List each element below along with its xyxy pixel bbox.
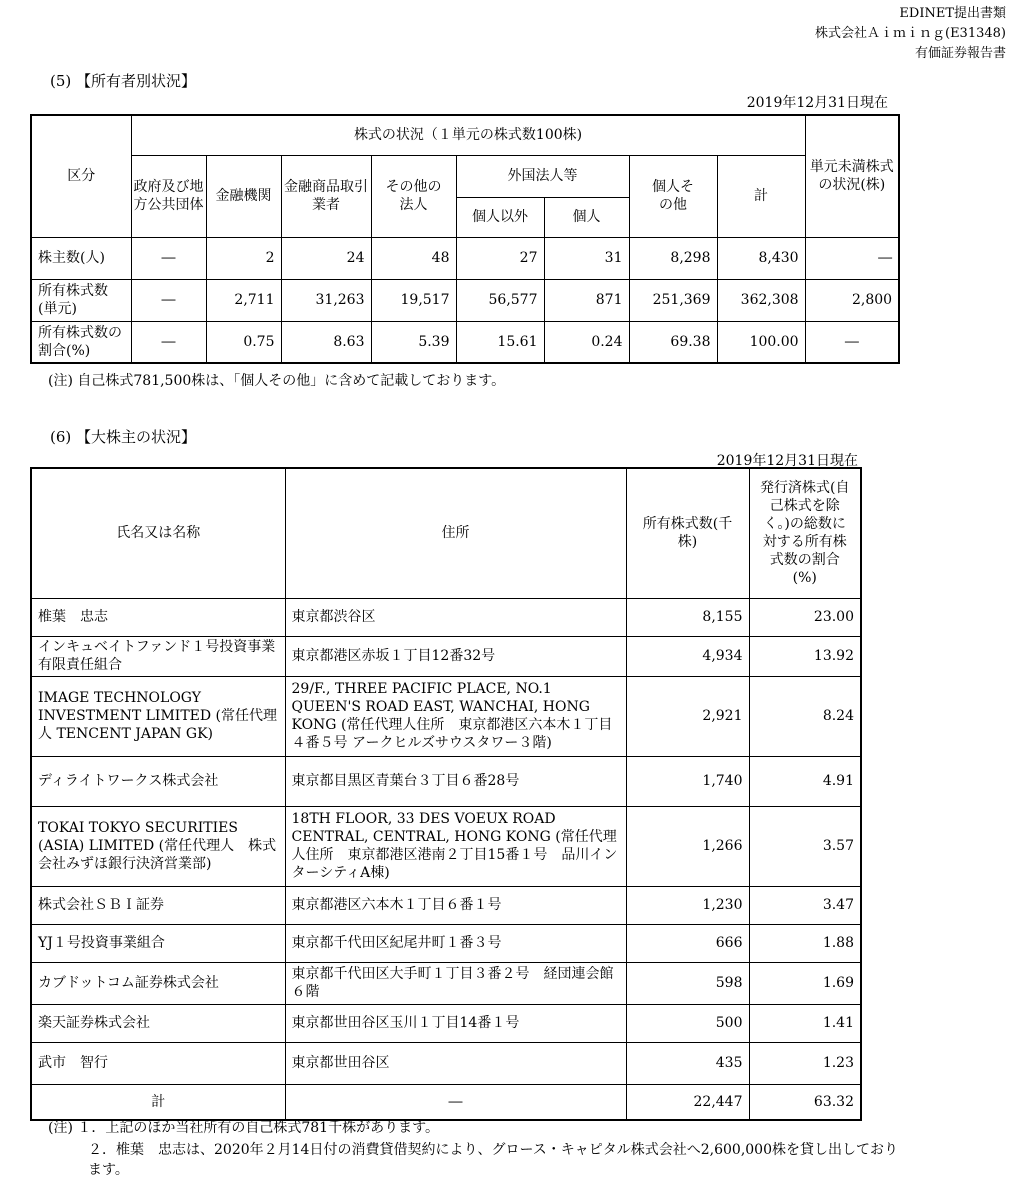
section6-note-2: ２．椎葉 忠志は、2020年２月14日付の消費貸借契約により、グロース・キャピタル株式会社へ2,600,000株を貸し出しております。 (88, 1142, 898, 1178)
shareholder-address: 東京都港区六本木１丁目６番１号 (285, 886, 626, 924)
table-row (31, 1042, 861, 1084)
section6-note-1: (注) １．上記のほか当社所有の自己株式781千株があります。 (48, 1120, 439, 1136)
table-row (31, 676, 861, 756)
owner-status-table (30, 114, 900, 364)
shareholder-name: IMAGE TECHNOLOGY INVESTMENT LIMITED (常任代理人 TENCENT JAPAN GK) (31, 676, 285, 756)
shareholder-address: 東京都千代田区大手町１丁目３番２号 経団連会館６階 (285, 962, 626, 1004)
shareholder-ratio: 1.41 (749, 1004, 861, 1042)
table-row (31, 962, 861, 1004)
table-row (31, 279, 899, 321)
col-kubun: 区分 (31, 115, 131, 237)
table-row (31, 924, 861, 962)
major-shareholders-table (30, 467, 862, 1121)
cell: 100.00 (717, 321, 805, 363)
shareholder-address: 18TH FLOOR, 33 DES VOEUX ROAD CENTRAL, CENTRAL, HONG KONG (常任代理人住所 東京都港区港南２丁目15番１号 品川インターシティA棟) (285, 806, 626, 886)
cell: 27 (456, 237, 544, 279)
cell: 0.24 (544, 321, 629, 363)
col-ratio: 発行済株式(自己株式を除く。)の総数に対する所有株式数の割合(%) (749, 468, 861, 598)
shareholder-ratio: 1.88 (749, 924, 861, 962)
shareholder-shares: 666 (626, 924, 749, 962)
section6-date: 2019年12月31日現在 (716, 453, 858, 469)
total-ratio: 63.32 (749, 1084, 861, 1120)
table-row (31, 1004, 861, 1042)
col-foreign: 外国法人等 (456, 155, 629, 197)
shareholder-shares: 4,934 (626, 636, 749, 676)
shareholder-name: インキュベイトファンド１号投資事業有限責任組合 (31, 636, 285, 676)
shareholder-name: カブドットコム証券株式会社 (31, 962, 285, 1004)
section5-date: 2019年12月31日現在 (746, 95, 888, 111)
total-address: ― (285, 1084, 626, 1120)
cell: 48 (371, 237, 456, 279)
cell: 15.61 (456, 321, 544, 363)
shareholder-ratio: 4.91 (749, 756, 861, 806)
shareholder-ratio: 13.92 (749, 636, 861, 676)
shareholder-name: 武市 智行 (31, 1042, 285, 1084)
cell: 0.75 (206, 321, 281, 363)
shareholder-shares: 435 (626, 1042, 749, 1084)
company-label: 株式会社Ａｉｍｉｎｇ(E31348) (815, 26, 1006, 41)
cell: ― (805, 321, 899, 363)
cell: 871 (544, 279, 629, 321)
cell: 5.39 (371, 321, 456, 363)
table-row (31, 237, 899, 279)
cell: ― (131, 321, 206, 363)
table-row (31, 756, 861, 806)
shareholder-address: 29/F., THREE PACIFIC PLACE, NO.1 QUEEN'S ROAD EAST, WANCHAI, HONG KONG (常任代理人住所 東京都港区六本木１丁目４番５号 アークヒルズサウスタワー３階) (285, 676, 626, 756)
table-row (31, 886, 861, 924)
table-row (31, 321, 899, 363)
cell: 56,577 (456, 279, 544, 321)
cell: 8.63 (281, 321, 371, 363)
shareholder-address: 東京都渋谷区 (285, 598, 626, 636)
cell: 2 (206, 237, 281, 279)
report-label: 有価証券報告書 (914, 46, 1006, 61)
shareholder-ratio: 1.69 (749, 962, 861, 1004)
col-name: 氏名又は名称 (31, 468, 285, 598)
shareholder-address: 東京都世田谷区玉川１丁目14番１号 (285, 1004, 626, 1042)
table-row (31, 806, 861, 886)
row-label: 所有株式数(単元) (31, 279, 131, 321)
col-individual: 個人その他 (629, 155, 717, 237)
cell: 31 (544, 237, 629, 279)
col-foreign-individual: 個人 (544, 197, 629, 237)
section6-title: (6) 【大株主の状況】 (50, 428, 197, 446)
col-address: 住所 (285, 468, 626, 598)
cell: 19,517 (371, 279, 456, 321)
col-financial-institution: 金融機関 (206, 155, 281, 237)
shareholder-shares: 1,266 (626, 806, 749, 886)
cell: 251,369 (629, 279, 717, 321)
shareholder-ratio: 3.47 (749, 886, 861, 924)
shareholder-shares: 2,921 (626, 676, 749, 756)
cell: 8,298 (629, 237, 717, 279)
shareholder-name: 株式会社ＳＢＩ証券 (31, 886, 285, 924)
col-other-corp: その他の法人 (371, 155, 456, 237)
cell: ― (131, 279, 206, 321)
section5-note: (注) 自己株式781,500株は、「個人その他」に含めて記載しております。 (48, 373, 506, 389)
shareholder-address: 東京都世田谷区 (285, 1042, 626, 1084)
shareholder-shares: 1,740 (626, 756, 749, 806)
shareholder-shares: 8,155 (626, 598, 749, 636)
col-odd-lot: 単元未満株式の状況(株) (805, 115, 899, 237)
col-share-status: 株式の状況（１単元の株式数100株) (131, 115, 805, 155)
cell: 24 (281, 237, 371, 279)
total-label: 計 (31, 1084, 285, 1120)
shareholder-shares: 500 (626, 1004, 749, 1042)
shareholder-name: 楽天証券株式会社 (31, 1004, 285, 1042)
shareholder-name: YJ１号投資事業組合 (31, 924, 285, 962)
shareholder-name: 椎葉 忠志 (31, 598, 285, 636)
shareholder-ratio: 8.24 (749, 676, 861, 756)
cell: ― (131, 237, 206, 279)
shareholder-name: TOKAI TOKYO SECURITIES (ASIA) LIMITED (常任代理人 株式会社みずほ銀行決済営業部) (31, 806, 285, 886)
total-shares: 22,447 (626, 1084, 749, 1120)
shareholder-address: 東京都港区赤坂１丁目12番32号 (285, 636, 626, 676)
cell: 8,430 (717, 237, 805, 279)
total-row (31, 1084, 861, 1120)
cell: 362,308 (717, 279, 805, 321)
shareholder-address: 東京都目黒区青葉台３丁目６番28号 (285, 756, 626, 806)
cell: 69.38 (629, 321, 717, 363)
shareholder-ratio: 1.23 (749, 1042, 861, 1084)
row-label: 所有株式数の割合(%) (31, 321, 131, 363)
col-government: 政府及び地方公共団体 (131, 155, 206, 237)
cell: 2,800 (805, 279, 899, 321)
shareholder-name: ディライトワークス株式会社 (31, 756, 285, 806)
col-foreign-nonindividual: 個人以外 (456, 197, 544, 237)
shareholder-shares: 598 (626, 962, 749, 1004)
shareholder-ratio: 23.00 (749, 598, 861, 636)
table-row (31, 636, 861, 676)
section5-title: (5) 【所有者別状況】 (50, 72, 197, 90)
row-label: 株主数(人) (31, 237, 131, 279)
shareholder-shares: 1,230 (626, 886, 749, 924)
col-shares: 所有株式数(千株) (626, 468, 749, 598)
shareholder-ratio: 3.57 (749, 806, 861, 886)
cell: ― (805, 237, 899, 279)
table-row (31, 598, 861, 636)
col-securities-broker: 金融商品取引業者 (281, 155, 371, 237)
shareholder-address: 東京都千代田区紀尾井町１番３号 (285, 924, 626, 962)
doc-type-label: EDINET提出書類 (899, 6, 1006, 21)
cell: 31,263 (281, 279, 371, 321)
cell: 2,711 (206, 279, 281, 321)
col-total: 計 (717, 155, 805, 237)
